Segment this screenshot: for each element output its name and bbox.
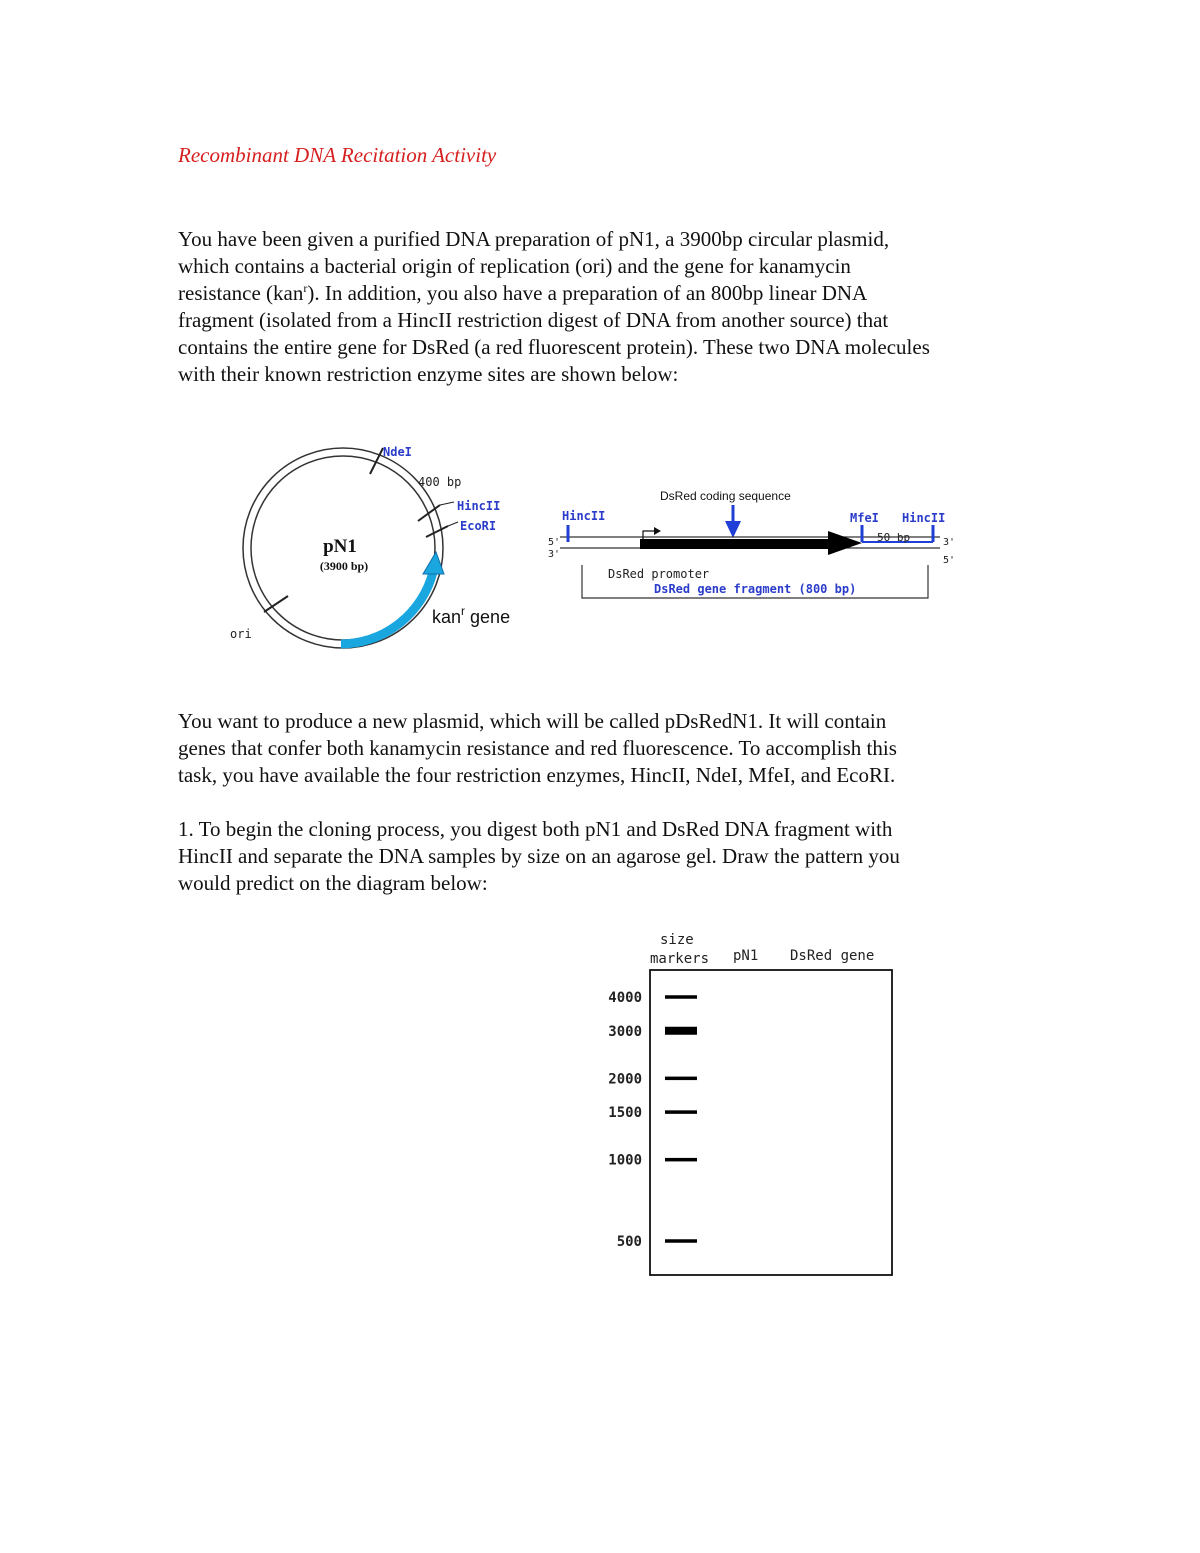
- intro-line: with their known restriction enzyme sites are shown below:: [178, 362, 679, 386]
- superscript-r: r: [303, 281, 308, 295]
- bp50-label: 50 bp: [877, 531, 911, 544]
- distance-label: 400 bp: [418, 475, 462, 489]
- page-title: Recombinant DNA Recitation Activity: [178, 143, 497, 167]
- ladder-band-1500: [665, 1110, 697, 1114]
- plasmid-map: [220, 440, 540, 660]
- question-1: [178, 816, 1058, 897]
- ladder-label-1500: 1500: [608, 1105, 642, 1122]
- agarose-gel-diagram: [590, 925, 920, 1285]
- coding-sequence-arrow: [725, 521, 741, 538]
- plasmid-size: (3900 bp): [319, 559, 369, 573]
- promoter-label: DsRed promoter: [608, 567, 710, 581]
- ladder-band-2000: [665, 1077, 697, 1081]
- ladder-band-4000: [665, 995, 697, 999]
- question-line: 1. To begin the cloning process, you digest both pN1 and DsRed DNA fragment with: [178, 817, 893, 841]
- coding-sequence-label: DsRed coding sequence: [660, 489, 791, 503]
- task-line: You want to produce a new plasmid, which will be called pDsRedN1. It will contain: [178, 709, 887, 733]
- label-leader: [448, 522, 458, 526]
- ladder-band-500: [665, 1239, 697, 1243]
- five-prime-left: 5': [548, 537, 561, 548]
- intro-paragraph: [178, 226, 1058, 388]
- intro-line: You have been given a purified DNA preparation of pN1, a 3900bp circular plasmid,: [178, 227, 890, 251]
- fragment-label: DsRed gene fragment (800 bp): [654, 582, 857, 596]
- intro-line: contains the entire gene for DsRed (a red fluorescent protein). These two DNA molecules: [178, 335, 930, 359]
- markers-column-header: size: [660, 932, 694, 948]
- hincii-label: HincII: [457, 499, 501, 513]
- dsred-fragment-map: [540, 485, 960, 610]
- ndei-label: NdeI: [383, 445, 412, 459]
- kan-gene-arrowhead: [423, 552, 444, 574]
- ladder-label-1000: 1000: [608, 1152, 642, 1169]
- ladder-label-3000: 3000: [608, 1023, 642, 1040]
- three-prime-right: 3': [943, 537, 956, 548]
- kan-gene-label: kan$^r$ gene: [432, 604, 511, 627]
- coding-sequence-bar: [640, 539, 830, 549]
- label-leader: [440, 502, 454, 505]
- ladder-label-2000: 2000: [608, 1071, 642, 1088]
- pn1-column-header: pN1: [733, 948, 759, 964]
- task-line: genes that confer both kanamycin resistance and red fluorescence. To accomplish this: [178, 736, 897, 760]
- three-prime-left: 3': [548, 549, 561, 560]
- question-line: would predict on the diagram below:: [178, 871, 488, 895]
- five-prime-right: 5': [943, 555, 956, 566]
- task-line: task, you have available the four restriction enzymes, HincII, NdeI, MfeI, and EcoRI.: [178, 763, 896, 787]
- dsred-column-header: DsRed gene: [790, 948, 875, 964]
- ecori-label: EcoRI: [460, 519, 497, 533]
- kan-gene-arc: [341, 572, 433, 644]
- ori-site-tick: [264, 596, 288, 612]
- intro-line: which contains a bacterial origin of replication (ori) and the gene for kanamycin: [178, 254, 851, 278]
- hincii-right-label: HincII: [902, 511, 946, 525]
- intro-line: fragment (isolated from a HincII restriction digest of DNA from another source) that: [178, 308, 889, 332]
- mfei-label: MfeI: [850, 511, 879, 525]
- ladder-band-1000: [665, 1158, 697, 1162]
- hincii-left-label: HincII: [562, 509, 606, 523]
- plasmid-name: pN1: [323, 536, 357, 557]
- ladder-label-4000: 4000: [608, 990, 642, 1006]
- ecori-site-tick: [426, 526, 448, 537]
- markers-column-header: markers: [650, 951, 710, 967]
- task-paragraph: [178, 708, 1058, 789]
- intro-line: resistance (kan$^r$). In addition, you also have a preparation of an 800bp linear DNA: [178, 281, 868, 305]
- ladder-band-3000: [665, 1027, 697, 1035]
- ladder-label-500: 500: [616, 1234, 642, 1250]
- gel-box: [650, 970, 892, 1275]
- ori-label: ori: [230, 627, 252, 641]
- question-line: HincII and separate the DNA samples by size on an agarose gel. Draw the pattern you: [178, 844, 900, 868]
